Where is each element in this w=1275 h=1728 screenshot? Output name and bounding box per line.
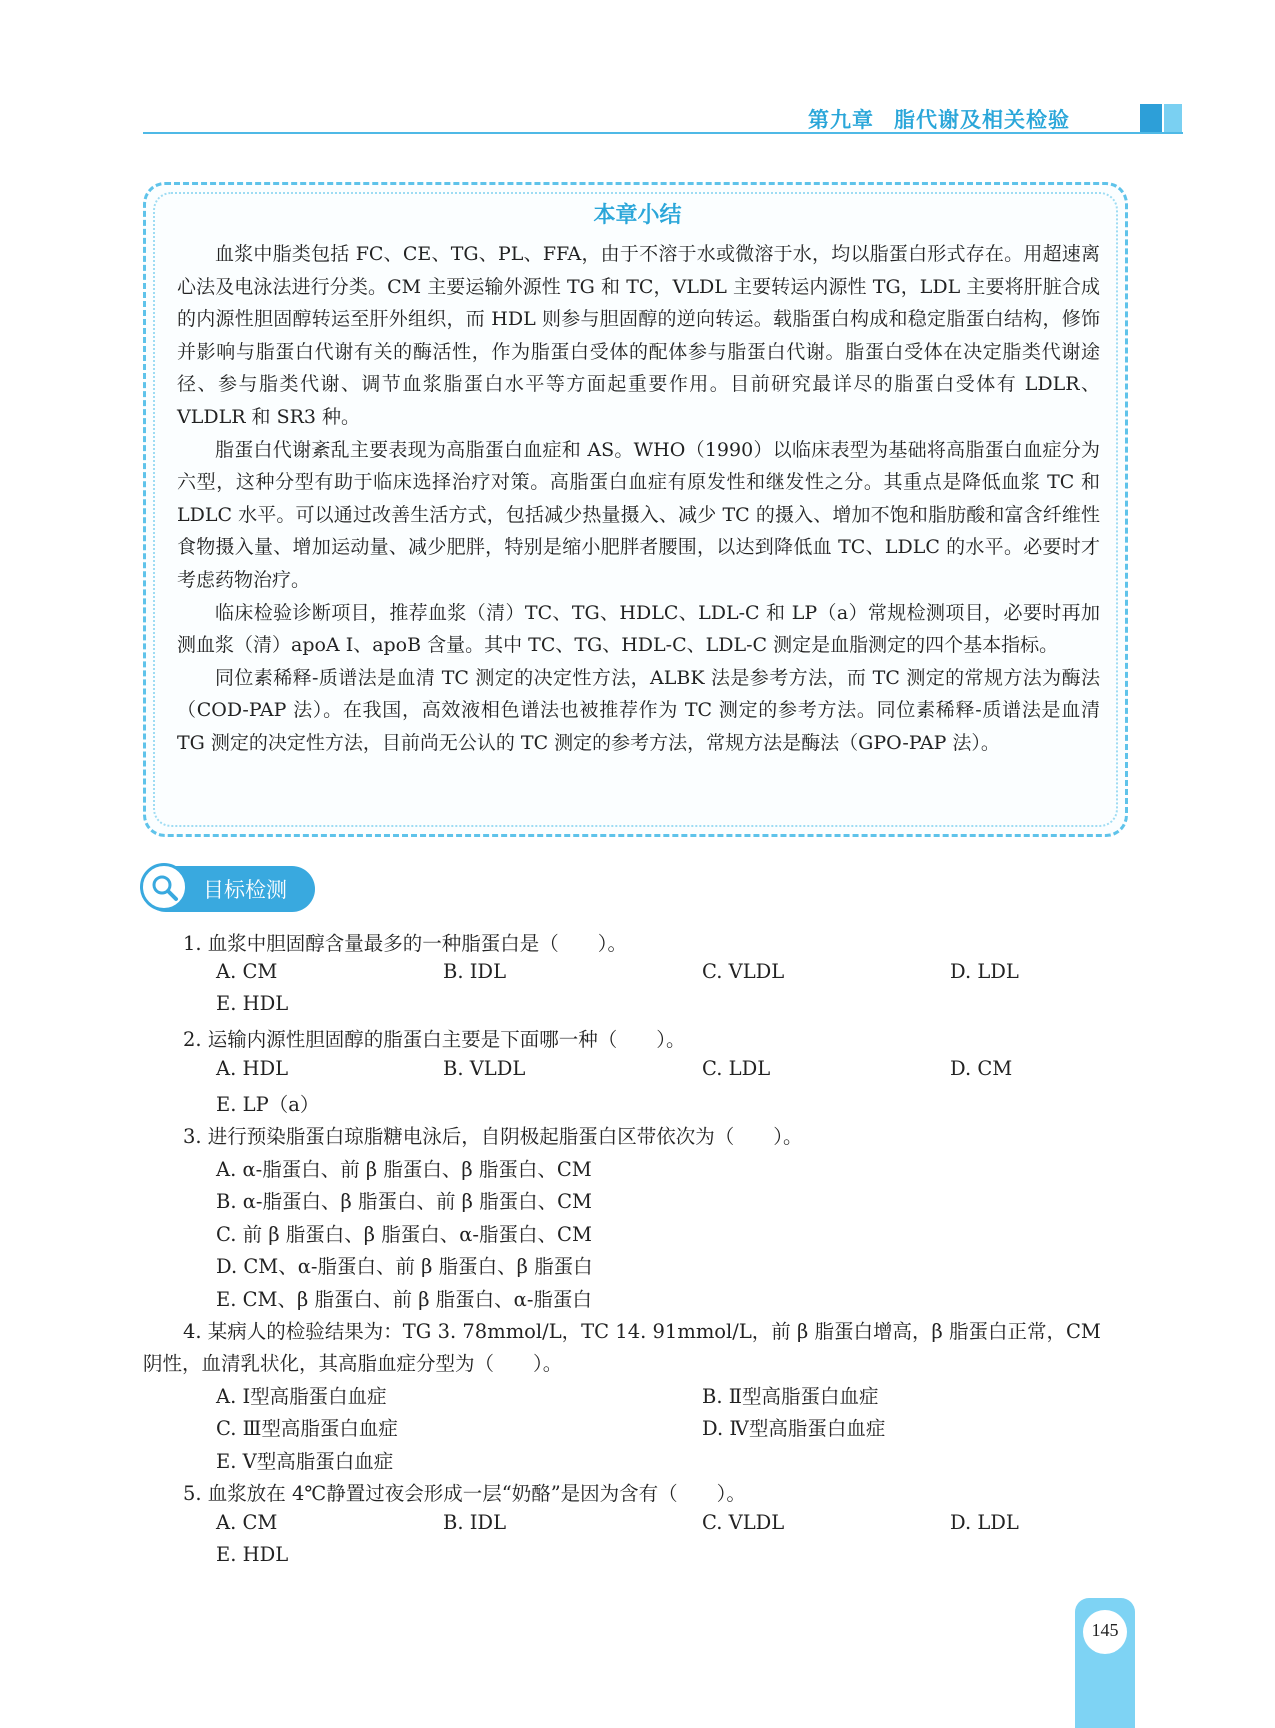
answer-option: D. LDL	[950, 1511, 1019, 1534]
summary-body	[177, 238, 1100, 760]
section-title: 目标检测	[203, 878, 287, 902]
chapter-number: 第九章	[808, 108, 874, 132]
answer-option: C. VLDL	[702, 960, 785, 983]
question-stem: 5. 血浆放在 4℃静置过夜会形成一层“奶酪”是因为含有（ ）。	[183, 1482, 746, 1505]
answer-option: E. HDL	[216, 992, 289, 1015]
answer-option: B. Ⅱ型高脂蛋白血症	[702, 1385, 879, 1408]
answer-option: D. CM、α-脂蛋白、前 β 脂蛋白、β 脂蛋白	[216, 1255, 593, 1278]
answer-option: A. α-脂蛋白、前 β 脂蛋白、β 脂蛋白、CM	[216, 1158, 592, 1181]
answer-option: A. Ⅰ型高脂蛋白血症	[216, 1385, 387, 1408]
answer-option: B. IDL	[443, 1511, 507, 1534]
header-accent-bar-light	[1164, 104, 1182, 134]
answer-option: E. HDL	[216, 1543, 289, 1566]
answer-option: A. CM	[216, 960, 278, 983]
answer-option: B. IDL	[443, 960, 507, 983]
magnifier-icon	[140, 863, 188, 911]
answer-option: C. Ⅲ型高脂蛋白血症	[216, 1417, 398, 1440]
answer-option: A. CM	[216, 1511, 278, 1534]
answer-option: D. Ⅳ型高脂蛋白血症	[702, 1417, 886, 1440]
answer-option: E. LP（a）	[216, 1093, 320, 1116]
question-stem-continued: 阴性，血清乳状化，其高脂血症分型为（ ）。	[143, 1352, 563, 1375]
answer-option: E. CM、β 脂蛋白、前 β 脂蛋白、α-脂蛋白	[216, 1288, 592, 1311]
summary-paragraph: 同位素稀释-质谱法是血清 TC 测定的决定性方法，ALBK 法是参考方法，而 TC 测定的常规方法为酶法（COD-PAP 法）。在我国，高效液相色谱法也被推荐作为 TC 测定的参考方法。同位素稀释-质谱法是血清 TG 测定的决定性方法，目前尚无公认的 TC 测定的参考方法，常规方法是酶法（GPO-PAP 法）。	[177, 666, 1100, 754]
chapter-title: 脂代谢及相关检验	[894, 108, 1070, 132]
answer-option: C. 前 β 脂蛋白、β 脂蛋白、α-脂蛋白、CM	[216, 1223, 592, 1246]
summary-title: 本章小结	[593, 203, 682, 228]
answer-option: A. HDL	[216, 1057, 289, 1080]
page-number: 145	[1091, 1620, 1119, 1640]
summary-paragraph: 血浆中脂类包括 FC、CE、TG、PL、FFA，由于不溶于水或微溶于水，均以脂蛋白形式存在。用超速离心法及电泳法进行分类。CM 主要运输外源性 TG 和 TC，VLDL 主要转运内源性 TG，LDL 主要将肝脏合成的内源性胆固醇转运至肝外组织，而 HDL 则参与胆固醇的逆向转运。载脂蛋白构成和稳定脂蛋白结构，修饰并影响与脂蛋白代谢有关的酶活性，作为脂蛋白受体的配体参与脂蛋白代谢。脂蛋白受体在决定脂类代谢途径、参与脂类代谢、调节血浆脂蛋白水平等方面起重要作用。目前研究最详尽的脂蛋白受体有 LDLR、VLDLR 和 SR3 种。	[177, 243, 1100, 428]
answer-option: C. VLDL	[702, 1511, 785, 1534]
summary-paragraph: 脂蛋白代谢紊乱主要表现为高脂蛋白血症和 AS。WHO（1990）以临床表型为基础将高脂蛋白血症分为六型，这种分型有助于临床选择治疗对策。高脂蛋白血症有原发性和继发性之分。其重点是降低血浆 TC 和 LDLC 水平。可以通过改善生活方式，包括减少热量摄入、减少 TC 的摄入、增加不饱和脂肪酸和富含纤维性食物摄入量、增加运动量、减少肥胖，特别是缩小肥胖者腰围，以达到降低血 TC、LDLC 的水平。必要时才考虑药物治疗。	[177, 438, 1100, 591]
answer-option: E. Ⅴ型高脂蛋白血症	[216, 1450, 394, 1473]
answer-option: D. LDL	[950, 960, 1019, 983]
question-stem: 3. 进行预染脂蛋白琼脂糖电泳后，自阴极起脂蛋白区带依次为（ ）。	[183, 1125, 803, 1148]
question-stem: 2. 运输内源性胆固醇的脂蛋白主要是下面哪一种（ ）。	[183, 1028, 686, 1051]
header-rule	[143, 132, 1183, 134]
chapter-header	[808, 104, 1070, 134]
answer-option: C. LDL	[702, 1057, 771, 1080]
summary-paragraph: 临床检验诊断项目，推荐血浆（清）TC、TG、HDLC、LDL-C 和 LP（a）常规检测项目，必要时再加测血浆（清）apoA Ⅰ、apoB 含量。其中 TC、TG、HDL-C、LDL-C 测定是血脂测定的四个基本指标。	[177, 601, 1100, 657]
question-stem: 4. 某病人的检验结果为：TG 3. 78mmol/L，TC 14. 91mmol/L，前 β 脂蛋白增高，β 脂蛋白正常，CM	[183, 1320, 1101, 1343]
answer-option: B. α-脂蛋白、β 脂蛋白、前 β 脂蛋白、CM	[216, 1190, 593, 1213]
question-stem: 1. 血浆中胆固醇含量最多的一种脂蛋白是（ ）。	[183, 932, 628, 955]
answer-option: B. VLDL	[443, 1057, 526, 1080]
header-accent-bar	[1140, 104, 1162, 134]
answer-option: D. CM	[950, 1057, 1013, 1080]
